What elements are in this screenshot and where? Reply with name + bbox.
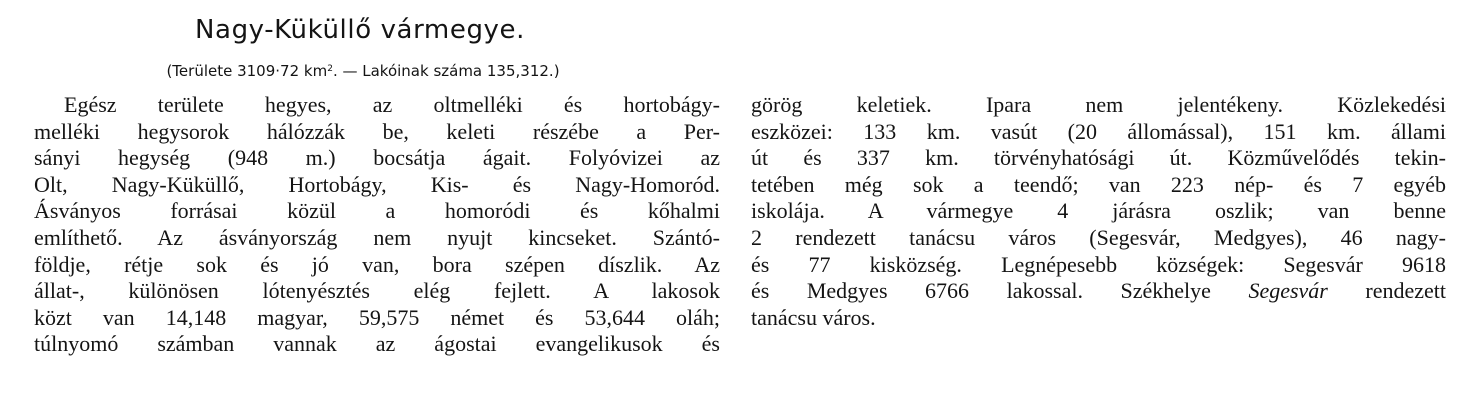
paragraph-line-text: és Medgyes 6766 lakossal. Székhelye xyxy=(751,278,1211,304)
paragraph-line: közt van 14,148 magyar, 59,575 német és 53,644 oláh; xyxy=(34,304,720,330)
paragraph-line: görög keletiek. Ipara nem jelentékeny. Közlekedési xyxy=(751,92,1446,117)
page-subtitle xyxy=(0,58,726,82)
paragraph-line: tetében még sok a teendő; van 223 nép- és 7 egyéb xyxy=(751,171,1446,197)
paragraph-line: Egész területe hegyes, az oltmelléki és hortobágy- xyxy=(64,92,720,117)
paragraph-line: Ásványos forrásai közül a homoródi és kőhalmi xyxy=(34,198,720,224)
paragraph-line: túlnyomó számban vannak az ágostai evangelikusok és xyxy=(34,331,720,357)
subtitle-population-text: . — Lakóinak száma 135,312.) xyxy=(332,62,560,80)
page-title: Nagy-Küküllő vármegye. xyxy=(194,15,525,45)
right-text-column xyxy=(751,92,1446,331)
paragraph-line: említhető. Az ásványország nem nyujt kincseket. Szántó- xyxy=(34,224,720,250)
paragraph-line-tail: rendezett xyxy=(1327,278,1447,304)
italic-seat-name: Segesvár xyxy=(1248,278,1328,304)
paragraph-line: Olt, Nagy-Küküllő, Hortobágy, Kis- és Nagy-Homoród. xyxy=(34,171,720,197)
paragraph-line: iskolája. A vármegye 4 járásra oszlik; van benne xyxy=(751,198,1446,224)
paragraph-line: melléki hegysorok hálózzák be, keleti részébe a Per- xyxy=(34,118,720,144)
paragraph-line: eszközei: 133 km. vasút (20 állomással), 151 km. állami xyxy=(751,118,1446,144)
subtitle-area-text: (Területe 3109·72 km xyxy=(166,62,328,80)
paragraph-line: állat-, különösen lótenyésztés elég fejlett. A lakosok xyxy=(34,278,720,304)
paragraph-last-line: tanácsu város. xyxy=(751,304,876,330)
paragraph-line: 2 rendezett tanácsu város (Segesvár, Medgyes), 46 nagy- xyxy=(751,224,1446,250)
paragraph-line: földje, rétje sok és jó van, bora szépen díszlik. Az xyxy=(34,251,720,277)
paragraph-line: és 77 kisközség. Legnépesebb községek: Segesvár 9618 xyxy=(751,251,1446,277)
paragraph-line-with-italic xyxy=(751,278,1446,305)
left-text-column xyxy=(34,92,720,358)
paragraph-line: út és 337 km. törvényhatósági út. Közművelődés tekin- xyxy=(751,145,1446,171)
paragraph-line: sányi hegység (948 m.) bocsátja ágait. Folyóvizei az xyxy=(34,145,720,171)
subtitle-superscript: 2 xyxy=(327,64,333,74)
